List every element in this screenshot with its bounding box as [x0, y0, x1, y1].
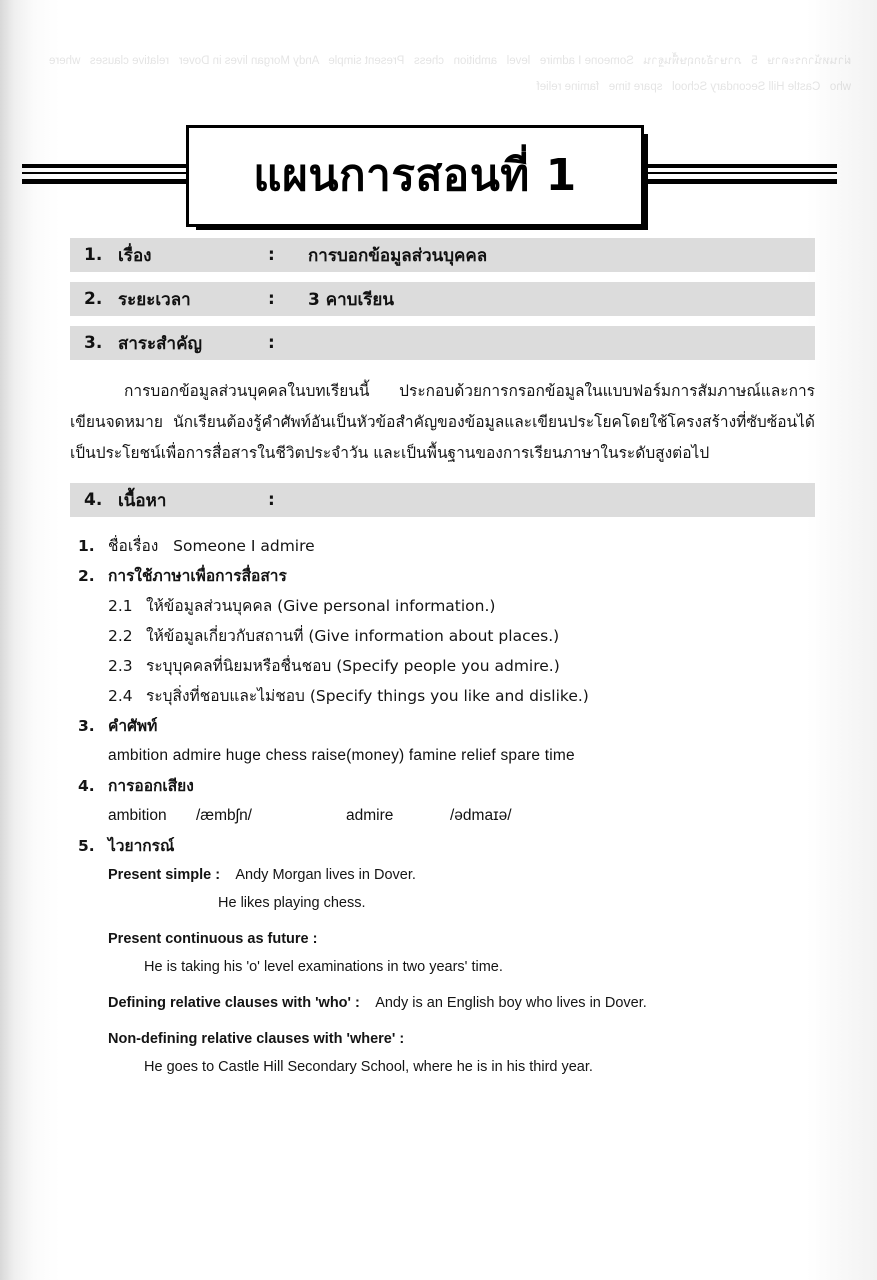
grammar-3-colon: : — [355, 995, 360, 1011]
grammar-entry-present-continuous — [108, 925, 815, 953]
content-item-1-text — [108, 531, 815, 561]
header-row-essence-number: 3. — [84, 333, 103, 353]
communication-item-2-text: ให้ข้อมูลเกี่ยวกับสถานที่ (Give information about places.) — [146, 627, 560, 645]
grammar-entry-present-simple — [108, 861, 815, 889]
header-row-duration-number: 2. — [84, 289, 103, 309]
list-item — [78, 561, 815, 591]
content-list — [78, 531, 815, 1081]
list-item — [108, 591, 815, 621]
grammar-entry-defining-who — [108, 989, 815, 1017]
content-item-3-number: 3. — [78, 717, 95, 735]
grammar-entry-nondefining-where — [108, 1025, 815, 1053]
header-row-duration — [70, 282, 815, 316]
grammar-1-head: Present simple — [108, 867, 212, 883]
grammar-3-example: Andy is an English boy who lives in Dover. — [375, 995, 647, 1011]
header-row-content-label: เนื้อหา — [118, 490, 167, 511]
banner-box — [186, 125, 644, 227]
communication-item-4-number: 2.4 — [108, 687, 133, 705]
list-item — [108, 681, 815, 711]
grammar-3-head: Defining relative clauses with 'who' — [108, 995, 351, 1011]
list-item — [108, 651, 815, 681]
header-row-essence-label: สาระสำคัญ — [118, 333, 202, 354]
header-row-duration-value: 3 คาบเรียน — [308, 289, 394, 310]
communication-item-3-text: ระบุบุคคลที่นิยมหรือชื่นชอบ (Specify people you admire.) — [146, 657, 560, 675]
content-item-3-label: คำศัพท์ — [108, 717, 158, 735]
content-item-5-number: 5. — [78, 837, 95, 855]
header-row-topic-label: เรื่อง — [118, 245, 152, 266]
essence-paragraph: การบอกข้อมูลส่วนบุคคลในบทเรียนนี้ ประกอบด้วยการกรอกข้อมูลในแบบฟอร์มการสัมภาษณ์และการเขียนจดหมาย นักเรียนต้องรู้คำศัพท์อันเป็นหัวข้อสำคัญของข้อมูลและเขียนประโยคโดยใช้โครงสร้างที่ซับซ้อนได้ เป็นประโยชน์เพื่อการสื่อสารในชีวิตประจำวัน และเป็นพื้นฐานของการเรียนภาษาในระดับสูงต่อไป — [70, 382, 815, 462]
list-item — [108, 621, 815, 651]
grammar-2-example-1: He is taking his 'o' level examinations in two years' time. — [144, 959, 503, 975]
header-row-topic-value: การบอกข้อมูลส่วนบุคคล — [308, 245, 488, 266]
pronunciation-word-1: ambition — [108, 807, 167, 824]
list-item — [78, 711, 815, 741]
communication-item-1-text: ให้ข้อมูลส่วนบุคคล (Give personal information.) — [146, 597, 496, 615]
grammar-1-example-2: He likes playing chess. — [218, 895, 366, 911]
header-row-essence-colon: : — [268, 333, 275, 353]
grammar-2-colon: : — [312, 931, 318, 947]
header-row-content — [70, 483, 815, 517]
list-item — [78, 771, 815, 801]
grammar-1-example: Andy Morgan lives in Dover. — [235, 867, 416, 883]
header-row-topic — [70, 238, 815, 272]
list-item — [78, 831, 815, 861]
grammar-1-colon: : — [215, 867, 221, 883]
content-item-2-label: การใช้ภาษาเพื่อการสื่อสาร — [108, 567, 287, 585]
page-title: แผนการสอนที่ 1 — [253, 150, 577, 201]
content-item-1-value: Someone I admire — [173, 537, 315, 555]
header-row-essence — [70, 326, 815, 360]
communication-sublist — [108, 591, 815, 711]
title-banner — [0, 118, 877, 238]
content-item-1-label: ชื่อเรื่อง — [108, 537, 159, 555]
header-row-duration-label: ระยะเวลา — [118, 289, 191, 310]
communication-item-1-number: 2.1 — [108, 597, 133, 615]
grammar-4-head: Non-defining relative clauses with 'where' — [108, 1031, 396, 1047]
grammar-4-example-1: He goes to Castle Hill Secondary School, where he is in his third year. — [144, 1059, 593, 1075]
content-item-4-label: การออกเสียง — [108, 777, 194, 795]
pronunciation-phonetic-2: /ədmaɪə/ — [450, 807, 512, 824]
header-row-content-number: 4. — [84, 490, 103, 510]
content-item-5-label: ไวยากรณ์ — [108, 837, 175, 855]
communication-item-2-number: 2.2 — [108, 627, 133, 645]
content-item-2-number: 2. — [78, 567, 95, 585]
grammar-4-colon: : — [399, 1031, 405, 1047]
pronunciation-phonetic-1: /æmbʃn/ — [196, 807, 252, 824]
content-item-1-number: 1. — [78, 537, 95, 555]
header-row-topic-colon: : — [268, 245, 275, 265]
grammar-2-head: Present continuous as future — [108, 931, 309, 947]
header-row-duration-colon: : — [268, 289, 275, 309]
communication-item-3-number: 2.3 — [108, 657, 133, 675]
vocabulary-list: ambition admire huge chess raise(money) famine relief spare time — [108, 747, 575, 764]
header-row-content-colon: : — [268, 490, 275, 510]
header-row-topic-number: 1. — [84, 245, 103, 265]
pronunciation-word-2: admire — [346, 807, 394, 824]
communication-item-4-text: ระบุสิ่งที่ชอบและไม่ชอบ (Specify things you like and dislike.) — [146, 687, 589, 705]
pronunciation-row — [108, 801, 815, 831]
list-item — [78, 531, 815, 561]
grammar-list — [108, 861, 815, 1081]
content-item-4-number: 4. — [78, 777, 95, 795]
